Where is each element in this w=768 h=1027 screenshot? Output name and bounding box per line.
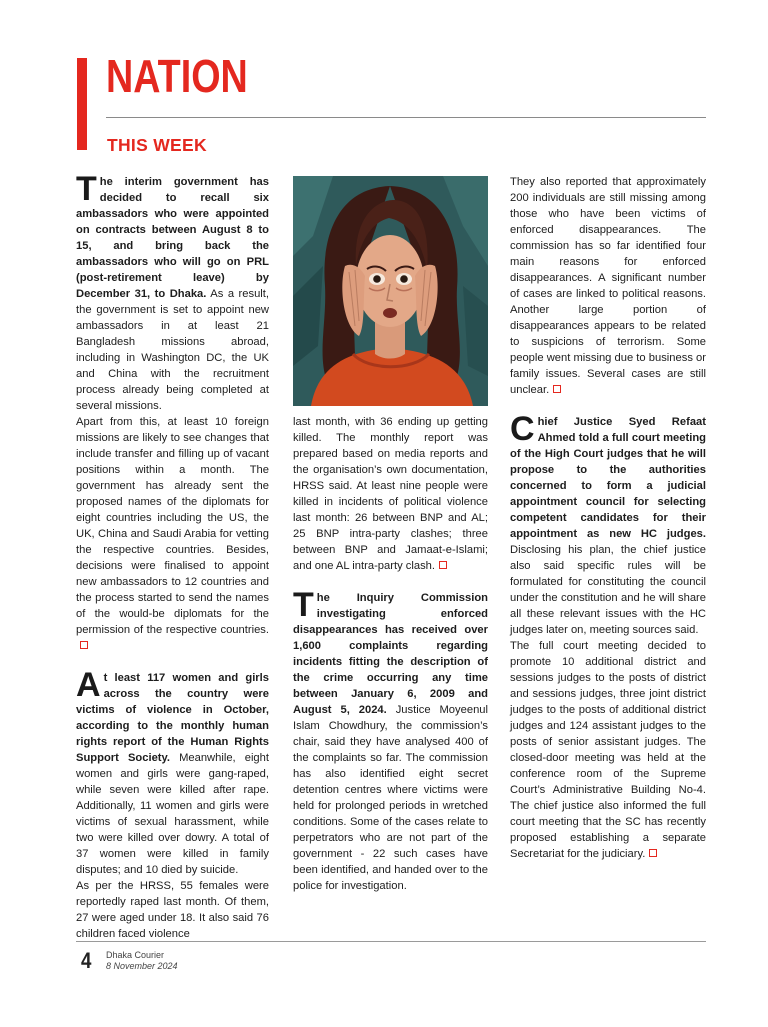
end-of-article-mark	[649, 849, 657, 857]
section-subtitle: THIS WEEK	[107, 135, 207, 155]
article-text: Apart from this, at least 10 foreign missions are likely to see changes that include transfer and filling up of vacant positions within a month. The government has already sent the proposed names of the diplomats for eight countries including the US, the UK, China and Saudi Arabia for vetting the respective countries. Besides, decisions were finalised to appoint new ambassadors to 12 countries and the process started to send the names of the would-be diplomats for the permission of the respective countries.	[76, 416, 269, 636]
article-text: last month, with 36 ending up getting killed. The monthly report was prepared based on media reports and the organisation’s own documentation, HRSS said. At least nine people were killed in incidents of political violence last month: 26 between BNP and AL; 25 BNP intra-party clashes; three between BNP and Jamaat-e-Islami; and one AL intra-party clash.	[293, 416, 488, 572]
article-violence-p1	[76, 666, 269, 878]
publication-name: Dhaka Courier	[106, 950, 165, 960]
end-of-article-mark	[439, 561, 447, 569]
article-ambassadors-p1	[76, 170, 269, 414]
article-lead: he interim government has decided to recall six ambassadors who were appointed on contracts between August 8 to 15, and bring back the ambassadors who will go on PRL (post-retirement leave) by December 31, to Dhaka.	[76, 176, 269, 300]
dropcap: T	[76, 170, 97, 208]
distressed-woman-illustration	[293, 176, 488, 406]
article-judges-p1	[510, 410, 706, 638]
column-1	[76, 170, 269, 942]
dropcap: T	[293, 586, 314, 624]
article-text: Disclosing his plan, the chief justice also said specific rules will be formulated for constituting the council under the constitution and he will share all these relevant issues with the HC judges later on, meeting sources said.	[510, 544, 706, 636]
dropcap: C	[510, 410, 535, 448]
article-text: Meanwhile, eight women and girls were gang-raped, while seven were killed after rape. Additionally, 11 women and girls were victims of sexual harassment, while two were killed over dowry. A total of 37 women were killed in family disputes; and 10 died by suicide.	[76, 752, 269, 876]
article-lead: hief Justice Syed Refaat Ahmed told a full court meeting of the High Court judges that he will propose to the authorities concerned to form a judicial appointment council for selecting competent candidates for their appointment as new HC judges.	[510, 416, 706, 540]
footer-divider	[76, 941, 706, 942]
article-judges-p2	[510, 638, 706, 862]
issue-date: 8 November 2024	[106, 961, 178, 971]
article-ambassadors-p2	[76, 414, 269, 654]
article-lead: he Inquiry Commission investigating enforced disappearances has received over 1,600 complaints regarding incidents fitting the description of the crime occurring any time between January 6, 2009 and August 5, 2024.	[293, 592, 488, 716]
article-text: They also reported that approximately 200 individuals are still missing among those who have been victims of enforced disappearances. The commission has so far identified four main reasons for enforced disappearances. A significant number of cases are linked to political reasons. Another large portion of disappearances appears to be related to suspicions of terrorism. Some people went missing due to business or family issues. Several cases are still unclear.	[510, 176, 706, 396]
article-disappearances-p1	[293, 586, 488, 894]
section-accent-bar	[77, 58, 87, 150]
article-text: The full court meeting decided to promote 10 additional district and sessions judges to the posts of district and sessions judges, three joint district judges to the posts of additional district judges and 124 assistant judges to the posts of senior assistant judges. The closed-door meeting was held at the conference room of the Supreme Court’s Administrative Building No-4. The chief justice also informed the full court meeting that the SC has recently proposed establishing a separate Secretariat for the judiciary.	[510, 640, 706, 860]
article-text: As per the HRSS, 55 females were reportedly raped last month. Of them, 27 were aged under 18. It also said 76 children faced violence	[76, 880, 269, 940]
column-3	[510, 174, 706, 862]
article-lead: t least 117 women and girls across the country were victims of violence in October, according to the monthly human rights report of the Human Rights Support Society.	[76, 672, 269, 764]
article-violence-p3	[293, 414, 488, 574]
page-number: 4	[81, 948, 92, 973]
article-text: Justice Moyeenul Islam Chowdhury, the commission’s chair, said they have analysed 400 of the complaints so far. The commission has also identified eight secret detention centres where victims were held for prolonged periods in wretched conditions. Some of the cases relate to perpetrators who are not part of the government - 22 such cases have been identified, and handed over to the police for investigation.	[293, 704, 488, 892]
column-2	[293, 414, 488, 894]
article-disappearances-p2	[510, 174, 706, 398]
end-of-article-mark	[80, 641, 88, 649]
title-divider	[106, 117, 706, 118]
end-of-article-mark	[553, 385, 561, 393]
section-title: NATION	[106, 50, 248, 102]
dropcap: A	[76, 666, 101, 704]
article-violence-p2	[76, 878, 269, 942]
article-text: As a result, the government is set to appoint new ambassadors in at least 21 Bangladesh missions abroad, including in Washington DC, the UK and China with the recruitment process already being completed at several missions.	[76, 288, 269, 412]
